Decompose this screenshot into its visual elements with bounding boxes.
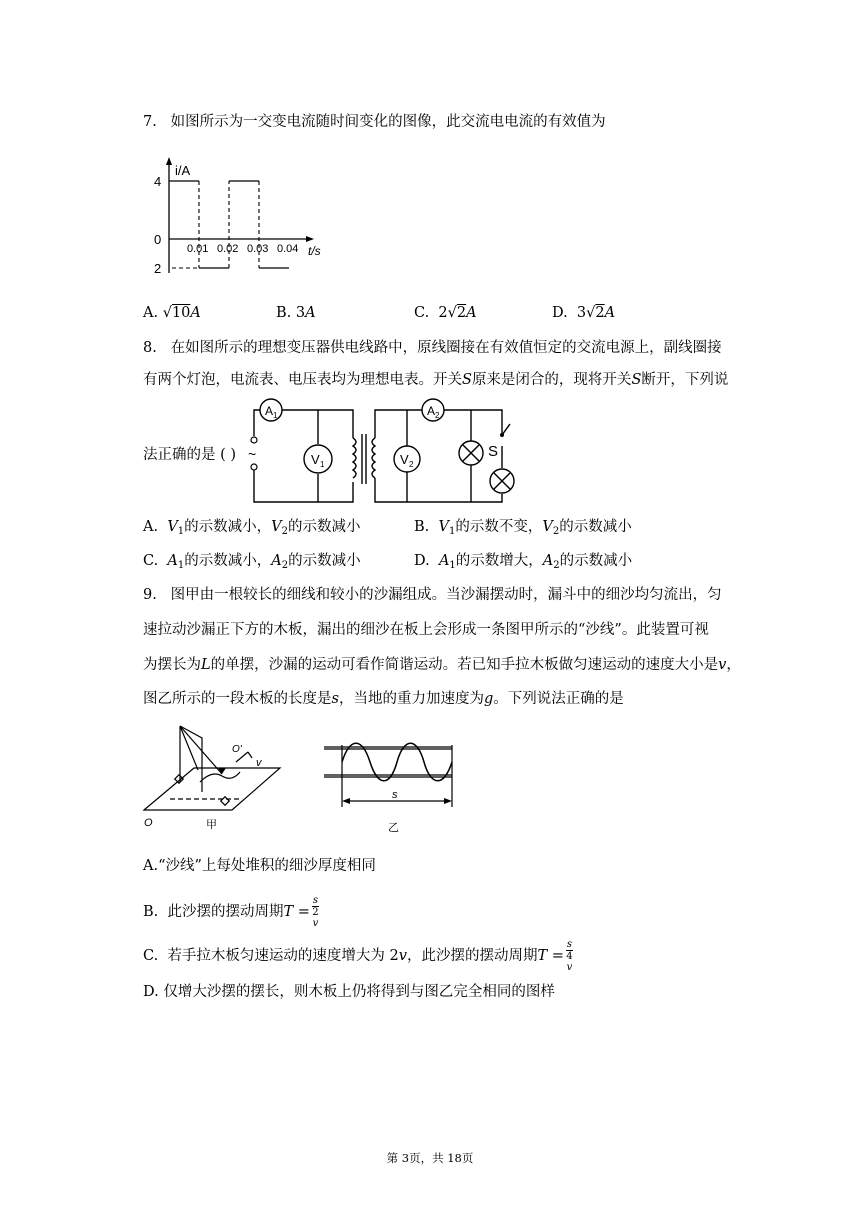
q8-option-a: A. $V_1$的示数减小，$V_2$的示数减小: [143, 519, 361, 537]
q8-circuit-diagram: [240, 398, 530, 510]
svg-text:1: 1: [320, 460, 325, 469]
q8-option-c: C. $A_1$的示数减小，$A_2$的示数减小: [143, 553, 361, 571]
svg-text:1: 1: [273, 411, 278, 420]
q9-stem-line3: 为摆长为L的单摆，沙漏的运动可看作简谐运动。若已知手拉木板做匀速运动的速度大小是v，: [143, 657, 741, 673]
q8-option-d: D. $A_1$的示数增大，$A_2$的示数减小: [414, 553, 633, 571]
q7-option-d: D. 3√2A: [552, 305, 616, 321]
y-axis-label: i/A: [175, 163, 191, 178]
voltmeter-v1: [304, 445, 332, 473]
svg-text:A: A: [265, 404, 274, 418]
svg-text:v: v: [256, 757, 262, 769]
page-footer: 第 3页，共 18页: [386, 1151, 474, 1165]
q8-stem-line3: 法正确的是 ( ): [143, 447, 237, 463]
svg-text:2: 2: [435, 411, 440, 420]
q9-figure-yi: [320, 727, 470, 835]
q8-stem-line2: 有两个灯泡，电流表、电压表均为理想电表。开关S原来是闭合的，现将开关S断开，下列说: [143, 372, 729, 388]
svg-text:V: V: [311, 452, 320, 467]
svg-text:O: O: [144, 817, 153, 829]
svg-text:O': O': [232, 744, 242, 755]
q7-number: 7.: [143, 114, 157, 130]
q9-option-c: C. 若手拉木板匀速运动的速度增大为 2v，此沙摆的摆动周期T = s 4 v: [143, 939, 573, 973]
q7-option-b: B. 3A: [276, 305, 316, 321]
y-tick-label: 2: [154, 261, 162, 276]
svg-text:2: 2: [409, 460, 414, 469]
lamp-2: [490, 469, 514, 493]
ammeter-a1: [260, 399, 282, 421]
ac-source-symbol: ~: [248, 446, 257, 462]
svg-text:甲: 甲: [206, 819, 217, 831]
q7-stem-text: 如图所示为一交变电流随时间变化的图像，此交流电电流的有效值为: [170, 114, 606, 130]
q8-stem-line1: 8. 在如图所示的理想变压器供电线路中，原线圈接在有效值恒定的交流电源上，副线圈接: [143, 340, 722, 356]
q9-option-a-text: A.“沙线”上每处堆积的细沙厚度相同: [143, 858, 376, 874]
q9-figure-jia: [140, 722, 290, 834]
q7-option-a: A. √10A: [143, 305, 201, 321]
q9-stem-line1: 9. 图甲由一根较长的细线和较小的沙漏组成。当沙漏摆动时，漏斗中的细沙均匀流出，匀: [143, 587, 722, 603]
x-axis-label: t/s: [308, 244, 321, 258]
svg-text:乙: 乙: [388, 822, 399, 834]
q9-stem-line4: 图乙所示的一段木板的长度是s，当地的重力加速度为g。下列说法正确的是: [143, 691, 624, 707]
x-tick-label: 0.02: [217, 243, 239, 255]
svg-text:V: V: [400, 452, 409, 467]
y-axis-arrow: [166, 157, 172, 165]
q8-option-b: B. $V_1$的示数不变，$V_2$的示数减小: [414, 519, 632, 537]
svg-text:s: s: [392, 789, 398, 801]
q7-option-c: C. 2√2A: [414, 305, 477, 321]
q9-option-d: D. 仅增大沙摆的摆长，则木板上仍将得到与图乙完全相同的图样: [143, 984, 555, 1000]
x-tick-label: 0.01: [187, 243, 209, 255]
q9-option-b: B. 此沙摆的摆动周期T = s 2 v: [143, 895, 319, 929]
y-tick-label: 4: [154, 174, 162, 189]
ammeter-a2: [422, 399, 444, 421]
x-tick-label: 0.04: [277, 243, 299, 255]
q9-stem-line2: 速拉动沙漏正下方的木板，漏出的细沙在板上会形成一条图甲所示的“沙线”。此装置可视: [143, 622, 709, 638]
voltmeter-v2: [394, 446, 420, 472]
y-tick-label: 0: [154, 232, 162, 247]
q7-stem: [143, 112, 606, 132]
x-tick-label: 0.03: [247, 243, 269, 255]
switch-label: S: [488, 443, 499, 460]
svg-text:A: A: [427, 404, 436, 418]
x-axis-arrow: [306, 236, 314, 242]
lamp-1: [459, 441, 483, 465]
q7-current-graph: [140, 155, 340, 280]
